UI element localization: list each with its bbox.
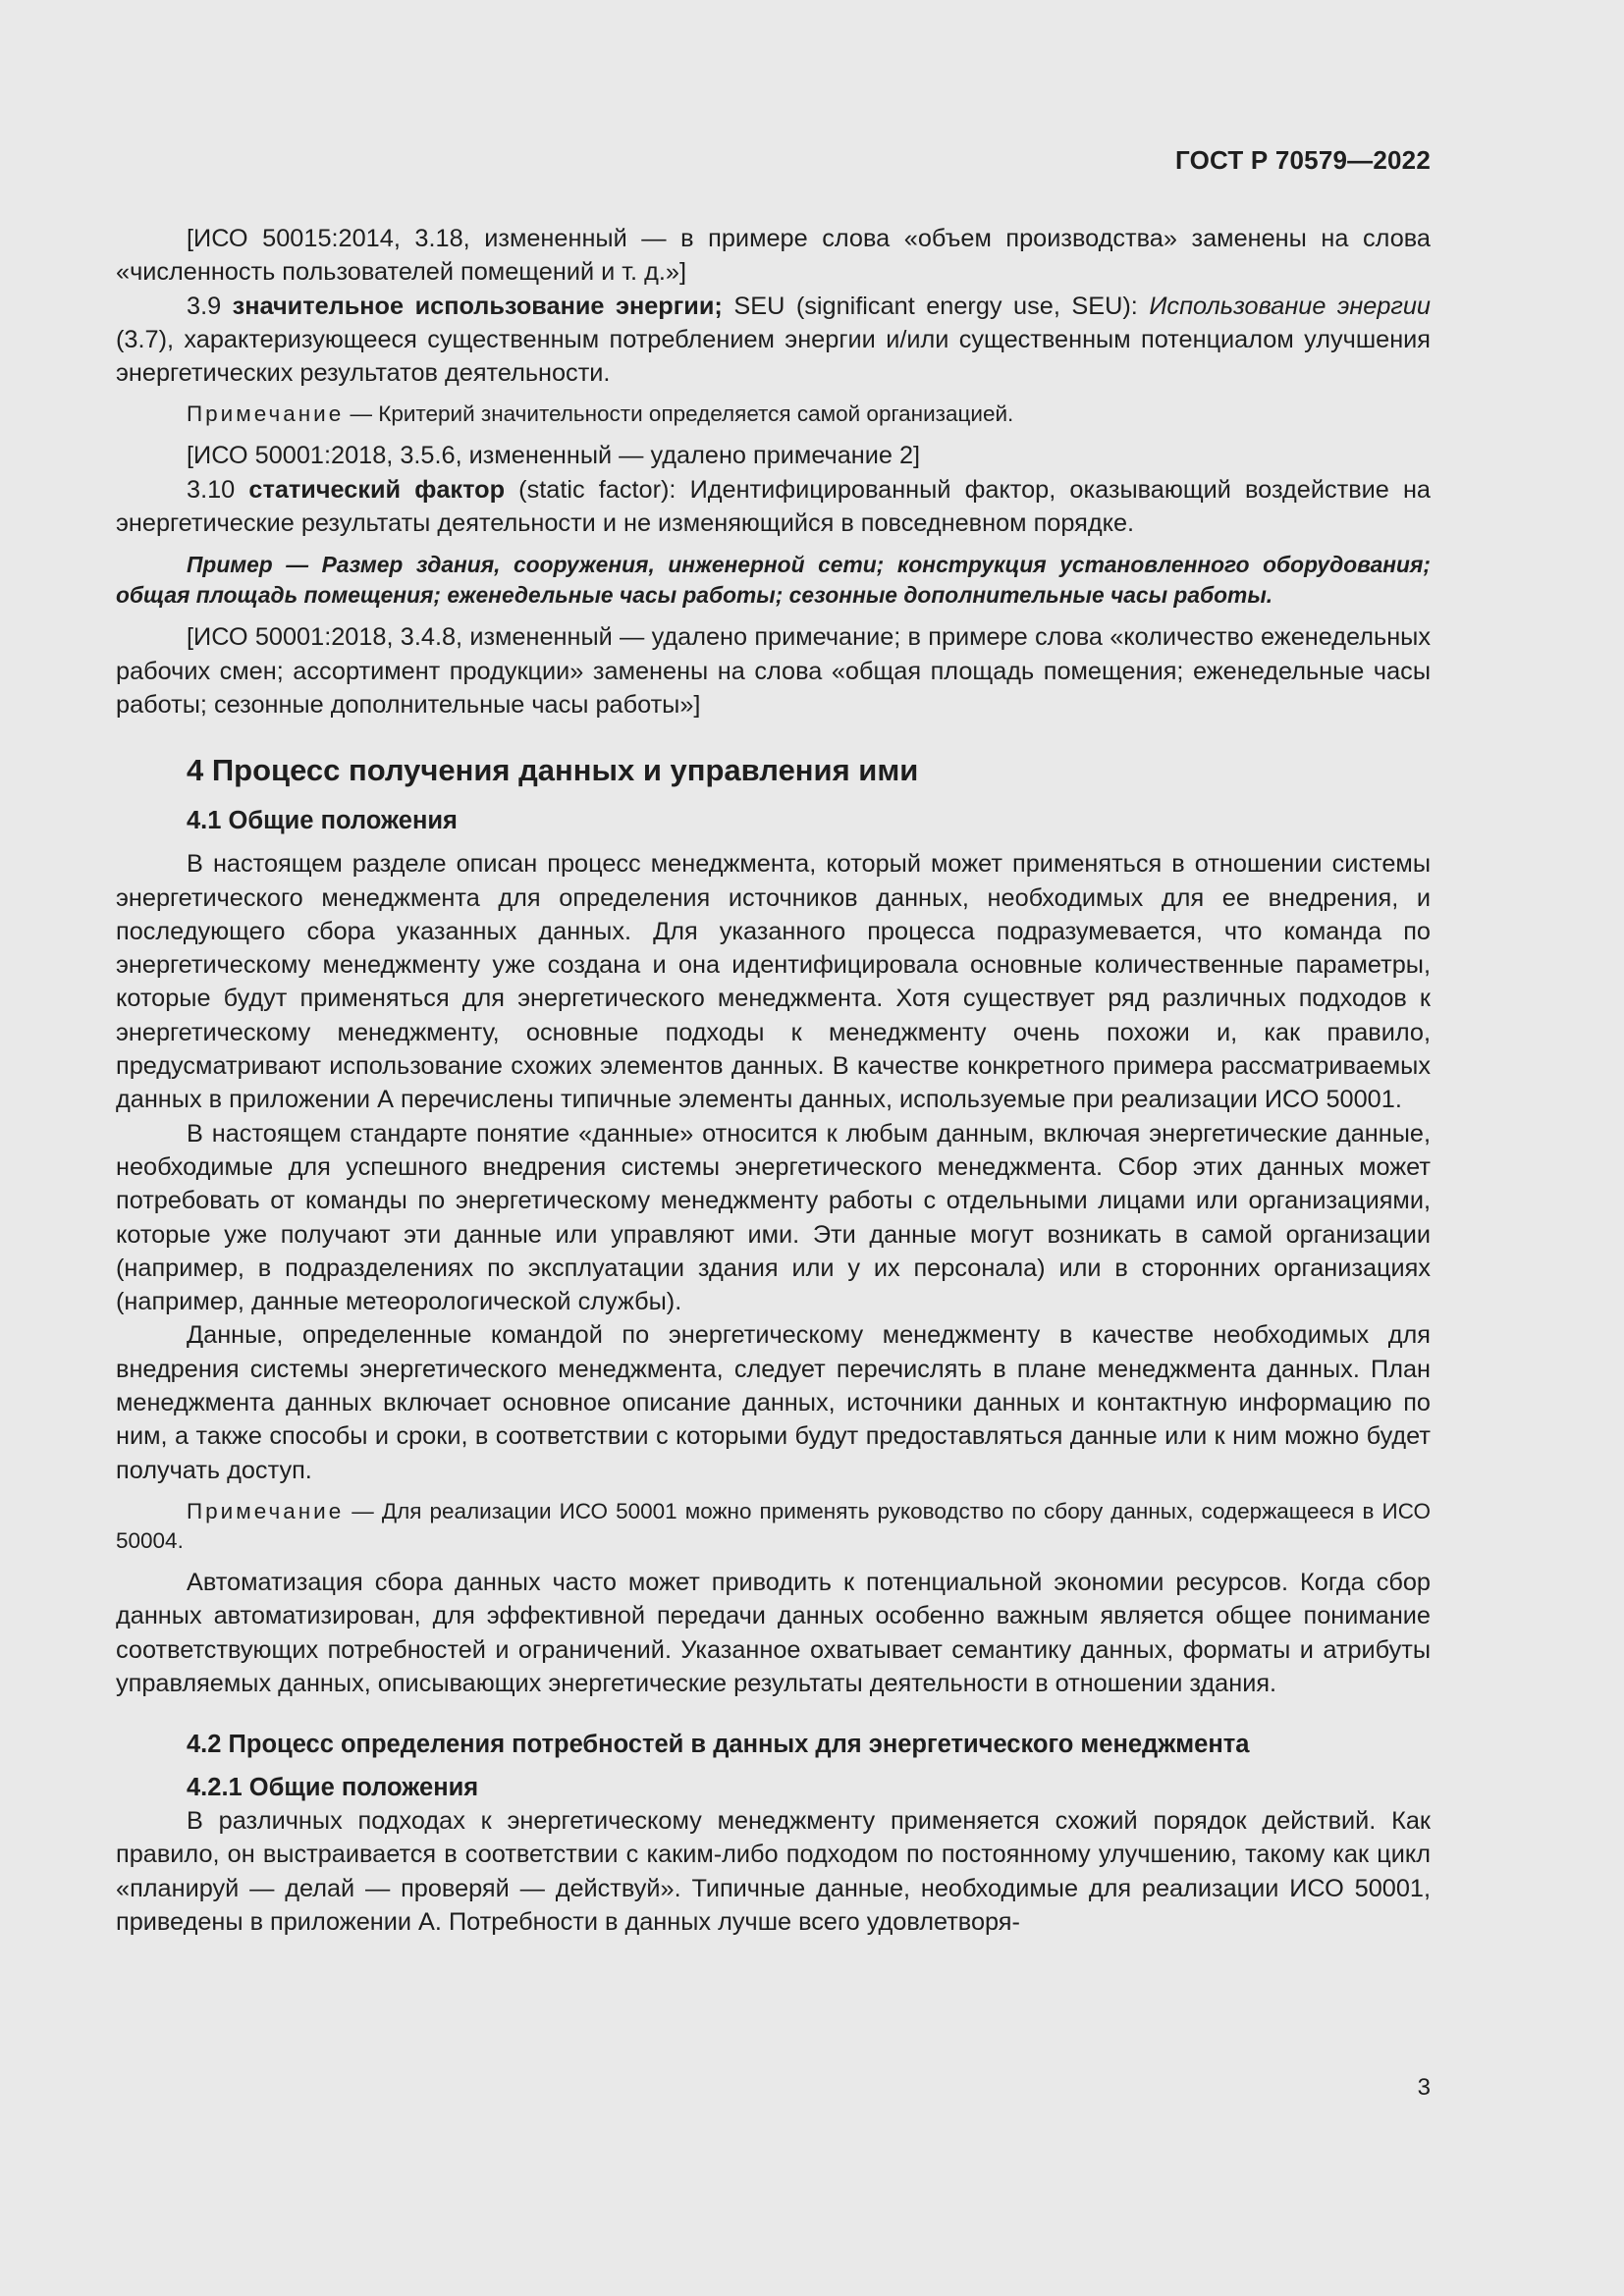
paragraph: В настоящем разделе описан процесс менеджмента, который может применяться в отношении системы энергетического менеджмента для определения источников данных, необходимых для ее внедрения, и последующего сбора указанных данных. Для указанного процесса подразумевается, что команда по энергетическому менеджменту уже создана и она идентифицировала основные количественные параметры, которые будут применяться для энергетического менеджмента. Хотя существует ряд различных подходов к энергетическому менеджменту, основные подходы к менеджменту очень похожи и, как правило, предусматривают использование схожих элементов данных. В качестве конкретного примера рассматриваемых данных в приложении А перечислены типичные элементы данных, используемые при реализации ИСО 50001. <box>116 850 1431 1114</box>
section-heading-4: 4 Процесс получения данных и управления ими <box>187 753 919 788</box>
note-text: — Для реализации ИСО 50001 можно применять руководство по сбору данных, содержащееся в ИСО 50004. <box>116 1498 1431 1553</box>
page-body <box>116 222 1431 1939</box>
document-code: ГОСТ Р 70579—2022 <box>1175 145 1431 175</box>
example: Пример — Размер здания, сооружения, инженерной сети; конструкция установленного оборудования; общая площадь помещения; еженедельные часы работы; сезонные дополнительные часы работы. <box>116 552 1431 609</box>
note-text: — Критерий значительности определяется самой организацией. <box>344 401 1014 427</box>
term-number: 3.10 <box>187 475 236 504</box>
paragraph: В различных подходах к энергетическому менеджменту применяется схожий порядок действий. Как правило, он выстраивается в соответствии с каким-либо подходом по постоянному улучшению, такому как цикл «планируй — делай — проверяй — действуй». Типичные данные, необходимые для реализации ИСО 50001, приведены в приложении А. Потребности в данных лучше всего удовлетворя- <box>116 1807 1431 1936</box>
paragraph: Автоматизация сбора данных часто может приводить к потенциальной экономии ресурсов. Когда сбор данных автоматизирован, для эффективной передачи данных особенно важным является общее понимание соответствующих потребностей и ограничений. Указанное охватывает семантику данных, форматы и атрибуты управляемых данных, описывающих энергетические результаты деятельности в отношении здания. <box>116 1568 1431 1697</box>
term-text: (3.7), характеризующееся существенным потреблением энергии и/или существенным потенциалом улучшения энергетических результатов деятельности. <box>116 325 1431 388</box>
note-label: Примечание <box>187 1498 345 1523</box>
paragraph: В настоящем стандарте понятие «данные» относится к любым данным, включая энергетические данные, необходимые для успешного внедрения системы энергетического менеджмента. Сбор этих данных может потребовать от команды по энергетическому менеджменту работы с отдельными лицами или организациями, которые уже получают эти данные или управляют ими. Эти данные могут возникать в самой организации (например, в подразделениях по эксплуатации здания или у их персонала) или в сторонних организациях (например, данные метеорологической службы). <box>116 1119 1431 1316</box>
term-definition-3-9 <box>116 290 1431 391</box>
note <box>116 1497 1431 1556</box>
term-definition-3-10 <box>116 473 1431 541</box>
source-reference: [ИСО 50001:2018, 3.4.8, измененный — удалено примечание; в примере слова «количество еженедельных рабочих смен; ассортимент продукции» заменены на слова «общая площадь помещения; еженедельные часы работы; сезонные дополнительные часы работы»] <box>116 623 1431 719</box>
term-name: статический фактор <box>248 475 506 504</box>
source-reference: [ИСО 50001:2018, 3.5.6, измененный — удалено примечание 2] <box>187 442 921 470</box>
source-reference: [ИСО 50015:2014, 3.18, измененный — в примере слова «объем производства» заменены на слова «численность пользователей помещений и т. д.»] <box>116 225 1431 287</box>
subsection-heading-4-1: 4.1 Общие положения <box>187 807 458 835</box>
paragraph: Данные, определенные командой по энергетическому менеджменту в качестве необходимых для внедрения системы энергетического менеджмента, следует перечислять в плане менеджмента данных. План менеджмента данных включает основное описание данных, источники данных и контактную информацию по ним, а также способы и сроки, в соответствии с которыми будут предоставляться данные или к ним можно будет получать доступ. <box>116 1321 1431 1484</box>
note <box>116 400 1431 429</box>
note-label: Примечание <box>187 401 345 427</box>
subsection-heading-4-2: 4.2 Процесс определения потребностей в данных для энергетического менеджмента <box>187 1731 1250 1759</box>
subsection-heading-4-2-1: 4.2.1 Общие положения <box>187 1774 479 1802</box>
term-text: SEU (significant energy use, SEU): <box>722 292 1150 320</box>
page-number: 3 <box>1417 2074 1431 2101</box>
term-name: значительное использование энергии; <box>232 292 723 320</box>
term-number: 3.9 <box>187 292 222 320</box>
term-text: (static factor): Идентифицированный фактор, оказывающий воздействие на энергетические результаты деятельности и не изменяющийся в повседневном порядке. <box>116 475 1431 538</box>
term-reference: Использование энергии <box>1149 292 1431 320</box>
